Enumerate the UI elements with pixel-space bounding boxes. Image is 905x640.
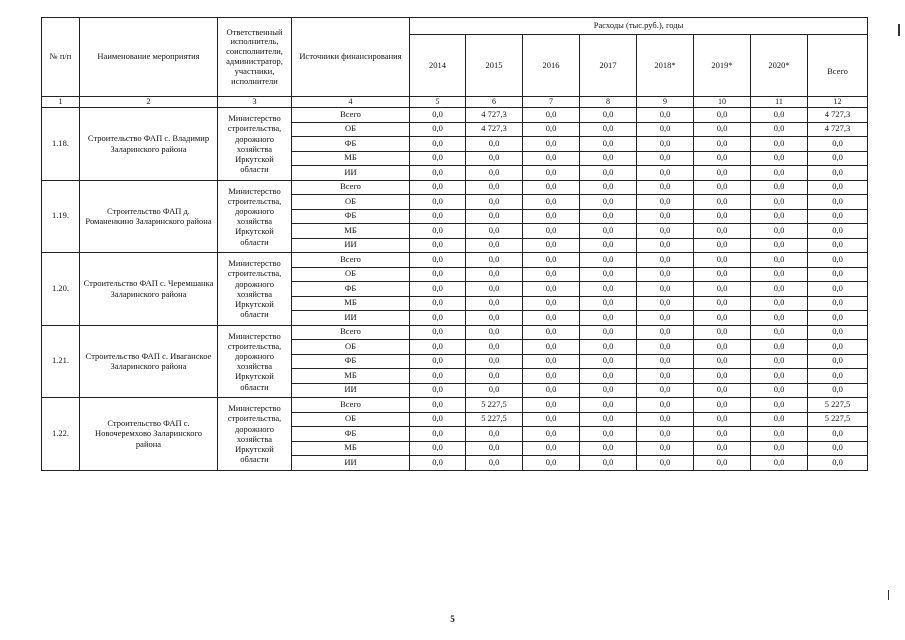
expense-cell: 0,0 bbox=[523, 282, 580, 297]
expense-cell: 0,0 bbox=[580, 383, 637, 398]
column-number: 6 bbox=[466, 97, 523, 108]
expense-cell: 0,0 bbox=[580, 369, 637, 384]
header-funding-source: Источники финансирования bbox=[292, 18, 410, 97]
header-expenses: Расходы (тыс.руб.), годы bbox=[410, 18, 868, 35]
column-number: 4 bbox=[292, 97, 410, 108]
funding-source: ИИ bbox=[292, 238, 410, 253]
column-number: 9 bbox=[637, 97, 694, 108]
header-year: 2017 bbox=[580, 35, 637, 97]
expense-cell: 0,0 bbox=[580, 108, 637, 123]
expense-cell: 0,0 bbox=[694, 340, 751, 355]
funding-source: ФБ bbox=[292, 282, 410, 297]
expense-cell: 0,0 bbox=[580, 180, 637, 195]
expense-cell: 0,0 bbox=[694, 282, 751, 297]
expense-cell: 0,0 bbox=[410, 311, 466, 326]
expense-cell: 0,0 bbox=[580, 122, 637, 137]
table-row bbox=[42, 398, 868, 413]
expense-cell: 0,0 bbox=[637, 412, 694, 427]
expense-cell: 0,0 bbox=[523, 195, 580, 210]
expense-cell: 0,0 bbox=[580, 151, 637, 166]
expense-cell: 0,0 bbox=[410, 456, 466, 471]
expense-cell: 0,0 bbox=[637, 427, 694, 442]
expense-cell: 0,0 bbox=[694, 456, 751, 471]
funding-source: МБ bbox=[292, 296, 410, 311]
funding-source: ИИ bbox=[292, 311, 410, 326]
expense-cell: 0,0 bbox=[580, 325, 637, 340]
expense-cell: 0,0 bbox=[694, 238, 751, 253]
expense-cell: 5 227,5 bbox=[466, 412, 523, 427]
expense-cell: 0,0 bbox=[751, 108, 808, 123]
column-number: 1 bbox=[42, 97, 80, 108]
expense-cell: 0,0 bbox=[637, 456, 694, 471]
expense-cell: 0,0 bbox=[751, 137, 808, 152]
expense-cell: 0,0 bbox=[637, 311, 694, 326]
expense-cell: 0,0 bbox=[637, 122, 694, 137]
column-number: 12 bbox=[808, 97, 868, 108]
expense-cell: 0,0 bbox=[523, 427, 580, 442]
expense-cell: 0,0 bbox=[410, 224, 466, 239]
expense-cell: 0,0 bbox=[523, 180, 580, 195]
expense-cell: 0,0 bbox=[523, 209, 580, 224]
expense-cell: 0,0 bbox=[751, 398, 808, 413]
header-total: Всего bbox=[808, 35, 868, 97]
expense-cell: 0,0 bbox=[466, 195, 523, 210]
expense-cell: 0,0 bbox=[523, 224, 580, 239]
expense-cell: 0,0 bbox=[694, 108, 751, 123]
expense-cell: 0,0 bbox=[694, 253, 751, 268]
funding-source: МБ bbox=[292, 151, 410, 166]
expense-cell: 0,0 bbox=[751, 151, 808, 166]
table-row bbox=[42, 180, 868, 195]
expense-cell: 0,0 bbox=[637, 166, 694, 181]
total-cell: 0,0 bbox=[808, 238, 868, 253]
expense-cell: 0,0 bbox=[466, 311, 523, 326]
total-cell: 0,0 bbox=[808, 369, 868, 384]
funding-source: ОБ bbox=[292, 122, 410, 137]
expense-cell: 0,0 bbox=[410, 354, 466, 369]
expense-cell: 0,0 bbox=[580, 311, 637, 326]
activity-number: 1.19. bbox=[42, 180, 80, 253]
total-cell: 0,0 bbox=[808, 296, 868, 311]
total-cell: 0,0 bbox=[808, 383, 868, 398]
funding-source: ФБ bbox=[292, 427, 410, 442]
expense-cell: 0,0 bbox=[580, 209, 637, 224]
expense-cell: 0,0 bbox=[580, 340, 637, 355]
expense-cell: 0,0 bbox=[751, 296, 808, 311]
total-cell: 0,0 bbox=[808, 441, 868, 456]
header-number: № п/п bbox=[42, 18, 80, 97]
header-year: 2015 bbox=[466, 35, 523, 97]
expense-cell: 0,0 bbox=[466, 340, 523, 355]
expense-cell: 0,0 bbox=[637, 180, 694, 195]
header-activity-name: Наименование мероприятия bbox=[80, 18, 218, 97]
funding-source: Всего bbox=[292, 325, 410, 340]
expense-cell: 0,0 bbox=[410, 267, 466, 282]
expense-cell: 0,0 bbox=[523, 108, 580, 123]
expense-cell: 0,0 bbox=[751, 311, 808, 326]
expense-cell: 0,0 bbox=[751, 180, 808, 195]
expense-cell: 0,0 bbox=[410, 180, 466, 195]
expense-cell: 0,0 bbox=[466, 456, 523, 471]
funding-source: ФБ bbox=[292, 209, 410, 224]
expense-cell: 0,0 bbox=[580, 224, 637, 239]
header-year: 2019* bbox=[694, 35, 751, 97]
total-cell: 0,0 bbox=[808, 456, 868, 471]
expense-cell: 0,0 bbox=[694, 166, 751, 181]
table-body bbox=[42, 108, 868, 471]
funding-source: МБ bbox=[292, 369, 410, 384]
expense-cell: 0,0 bbox=[637, 441, 694, 456]
total-cell: 5 227,5 bbox=[808, 412, 868, 427]
expense-cell: 0,0 bbox=[751, 282, 808, 297]
total-cell: 4 727,3 bbox=[808, 108, 868, 123]
expense-cell: 0,0 bbox=[410, 296, 466, 311]
expense-cell: 0,0 bbox=[637, 325, 694, 340]
expense-cell: 0,0 bbox=[751, 122, 808, 137]
expense-cell: 0,0 bbox=[580, 267, 637, 282]
expense-cell: 0,0 bbox=[580, 238, 637, 253]
expense-cell: 0,0 bbox=[410, 325, 466, 340]
expense-cell: 0,0 bbox=[637, 340, 694, 355]
expense-cell: 0,0 bbox=[580, 282, 637, 297]
expense-cell: 0,0 bbox=[410, 441, 466, 456]
expense-cell: 0,0 bbox=[523, 166, 580, 181]
expense-cell: 0,0 bbox=[637, 151, 694, 166]
header-year: 2016 bbox=[523, 35, 580, 97]
expense-cell: 0,0 bbox=[694, 267, 751, 282]
expense-cell: 0,0 bbox=[466, 166, 523, 181]
total-cell: 0,0 bbox=[808, 195, 868, 210]
expense-cell: 0,0 bbox=[637, 267, 694, 282]
total-cell: 0,0 bbox=[808, 166, 868, 181]
expense-cell: 0,0 bbox=[694, 398, 751, 413]
expense-cell: 0,0 bbox=[637, 195, 694, 210]
expense-cell: 0,0 bbox=[410, 383, 466, 398]
expense-cell: 0,0 bbox=[523, 325, 580, 340]
expense-cell: 0,0 bbox=[580, 441, 637, 456]
expense-cell: 0,0 bbox=[466, 209, 523, 224]
expense-cell: 0,0 bbox=[580, 195, 637, 210]
column-number: 2 bbox=[80, 97, 218, 108]
expense-cell: 0,0 bbox=[523, 137, 580, 152]
column-number: 11 bbox=[751, 97, 808, 108]
expense-cell: 0,0 bbox=[410, 195, 466, 210]
expense-cell: 0,0 bbox=[637, 383, 694, 398]
total-cell: 0,0 bbox=[808, 253, 868, 268]
activity-number: 1.22. bbox=[42, 398, 80, 471]
expense-cell: 0,0 bbox=[694, 151, 751, 166]
expense-cell: 0,0 bbox=[751, 166, 808, 181]
expense-cell: 0,0 bbox=[637, 238, 694, 253]
expense-cell: 0,0 bbox=[694, 122, 751, 137]
expense-cell: 0,0 bbox=[410, 238, 466, 253]
expense-cell: 0,0 bbox=[523, 340, 580, 355]
expense-cell: 0,0 bbox=[523, 151, 580, 166]
total-cell: 0,0 bbox=[808, 325, 868, 340]
expense-cell: 0,0 bbox=[694, 311, 751, 326]
expense-cell: 0,0 bbox=[466, 253, 523, 268]
expense-cell: 0,0 bbox=[694, 369, 751, 384]
expense-cell: 0,0 bbox=[466, 427, 523, 442]
expense-cell: 0,0 bbox=[751, 412, 808, 427]
column-number: 5 bbox=[410, 97, 466, 108]
funding-source: ФБ bbox=[292, 137, 410, 152]
expense-cell: 0,0 bbox=[751, 456, 808, 471]
expense-cell: 4 727,3 bbox=[466, 122, 523, 137]
expense-cell: 0,0 bbox=[751, 253, 808, 268]
total-cell: 0,0 bbox=[808, 267, 868, 282]
expense-cell: 0,0 bbox=[466, 137, 523, 152]
funding-source: ИИ bbox=[292, 166, 410, 181]
funding-source: Всего bbox=[292, 108, 410, 123]
expense-cell: 0,0 bbox=[751, 238, 808, 253]
expense-cell: 0,0 bbox=[637, 354, 694, 369]
expense-cell: 0,0 bbox=[694, 354, 751, 369]
column-number-row bbox=[42, 97, 868, 108]
expense-cell: 0,0 bbox=[694, 180, 751, 195]
expense-cell: 0,0 bbox=[751, 354, 808, 369]
funding-source: ОБ bbox=[292, 267, 410, 282]
total-cell: 0,0 bbox=[808, 151, 868, 166]
expense-cell: 0,0 bbox=[751, 441, 808, 456]
activity-number: 1.20. bbox=[42, 253, 80, 326]
funding-source: ОБ bbox=[292, 340, 410, 355]
table-row bbox=[42, 325, 868, 340]
total-cell: 0,0 bbox=[808, 137, 868, 152]
expense-cell: 0,0 bbox=[523, 456, 580, 471]
responsible-executor: Министерство строительства, дорожного хозяйства Иркутской области bbox=[218, 108, 292, 181]
expense-cell: 0,0 bbox=[410, 253, 466, 268]
activity-name: Строительство ФАП с. Новочеремхово Заларинского района bbox=[80, 398, 218, 471]
expense-cell: 0,0 bbox=[523, 253, 580, 268]
expense-cell: 0,0 bbox=[580, 137, 637, 152]
expense-cell: 0,0 bbox=[580, 398, 637, 413]
expense-cell: 0,0 bbox=[694, 383, 751, 398]
header-responsible: Ответственный исполнитель, соисполнители, администратор, участники, исполнители bbox=[218, 18, 292, 97]
expense-cell: 0,0 bbox=[410, 340, 466, 355]
expense-cell: 0,0 bbox=[523, 369, 580, 384]
responsible-executor: Министерство строительства, дорожного хозяйства Иркутской области bbox=[218, 180, 292, 253]
expense-cell: 0,0 bbox=[410, 137, 466, 152]
expense-cell: 0,0 bbox=[410, 427, 466, 442]
expense-cell: 0,0 bbox=[523, 412, 580, 427]
funding-source: ОБ bbox=[292, 412, 410, 427]
funding-source: Всего bbox=[292, 398, 410, 413]
responsible-executor: Министерство строительства, дорожного хозяйства Иркутской области bbox=[218, 325, 292, 398]
expense-cell: 0,0 bbox=[523, 238, 580, 253]
expense-cell: 0,0 bbox=[523, 311, 580, 326]
total-cell: 0,0 bbox=[808, 427, 868, 442]
expense-cell: 0,0 bbox=[410, 151, 466, 166]
header-year: 2020* bbox=[751, 35, 808, 97]
expense-cell: 0,0 bbox=[523, 122, 580, 137]
expense-cell: 0,0 bbox=[523, 354, 580, 369]
expense-cell: 0,0 bbox=[410, 412, 466, 427]
expense-cell: 0,0 bbox=[466, 151, 523, 166]
funding-source: ИИ bbox=[292, 456, 410, 471]
expense-cell: 0,0 bbox=[580, 456, 637, 471]
funding-source: МБ bbox=[292, 441, 410, 456]
total-cell: 0,0 bbox=[808, 311, 868, 326]
expense-cell: 0,0 bbox=[751, 427, 808, 442]
activity-name: Строительство ФАП с. Владимир Заларинского района bbox=[80, 108, 218, 181]
expense-cell: 0,0 bbox=[580, 296, 637, 311]
header-year: 2018* bbox=[637, 35, 694, 97]
expense-cell: 0,0 bbox=[410, 166, 466, 181]
expense-cell: 0,0 bbox=[694, 195, 751, 210]
expense-cell: 0,0 bbox=[523, 441, 580, 456]
expense-cell: 0,0 bbox=[637, 137, 694, 152]
expense-cell: 0,0 bbox=[410, 282, 466, 297]
expense-cell: 0,0 bbox=[751, 369, 808, 384]
expense-cell: 0,0 bbox=[751, 209, 808, 224]
expense-cell: 0,0 bbox=[694, 427, 751, 442]
funding-source: ИИ bbox=[292, 383, 410, 398]
expense-cell: 0,0 bbox=[637, 209, 694, 224]
column-number: 10 bbox=[694, 97, 751, 108]
expense-cell: 0,0 bbox=[637, 224, 694, 239]
expense-cell: 0,0 bbox=[751, 195, 808, 210]
expense-cell: 0,0 bbox=[410, 122, 466, 137]
expense-cell: 0,0 bbox=[410, 369, 466, 384]
budget-table bbox=[41, 17, 868, 471]
expense-cell: 0,0 bbox=[466, 383, 523, 398]
activity-name: Строительство ФАП с. Иваганское Заларинского района bbox=[80, 325, 218, 398]
expense-cell: 0,0 bbox=[694, 296, 751, 311]
funding-source: Всего bbox=[292, 180, 410, 195]
total-cell: 0,0 bbox=[808, 354, 868, 369]
expense-cell: 0,0 bbox=[580, 166, 637, 181]
expense-cell: 5 227,5 bbox=[466, 398, 523, 413]
expense-cell: 0,0 bbox=[466, 224, 523, 239]
funding-source: ФБ bbox=[292, 354, 410, 369]
expense-cell: 0,0 bbox=[466, 267, 523, 282]
table-header bbox=[42, 18, 868, 108]
header-year: 2014 bbox=[410, 35, 466, 97]
expense-cell: 0,0 bbox=[523, 267, 580, 282]
column-number: 3 bbox=[218, 97, 292, 108]
activity-name: Строительство ФАП д. Романенкино Заларинского района bbox=[80, 180, 218, 253]
expense-cell: 0,0 bbox=[466, 325, 523, 340]
scan-edge-mark bbox=[888, 590, 889, 600]
expense-cell: 4 727,3 bbox=[466, 108, 523, 123]
expense-cell: 0,0 bbox=[523, 383, 580, 398]
expense-cell: 0,0 bbox=[637, 282, 694, 297]
expense-cell: 0,0 bbox=[637, 398, 694, 413]
total-cell: 0,0 bbox=[808, 180, 868, 195]
expense-cell: 0,0 bbox=[466, 441, 523, 456]
expense-cell: 0,0 bbox=[694, 209, 751, 224]
expense-cell: 0,0 bbox=[694, 412, 751, 427]
expense-cell: 0,0 bbox=[580, 253, 637, 268]
column-number: 8 bbox=[580, 97, 637, 108]
expense-cell: 0,0 bbox=[751, 224, 808, 239]
expense-cell: 0,0 bbox=[410, 209, 466, 224]
total-cell: 0,0 bbox=[808, 209, 868, 224]
table-row bbox=[42, 108, 868, 123]
expense-cell: 0,0 bbox=[466, 296, 523, 311]
responsible-executor: Министерство строительства, дорожного хозяйства Иркутской области bbox=[218, 253, 292, 326]
expense-cell: 0,0 bbox=[523, 398, 580, 413]
expense-cell: 0,0 bbox=[466, 180, 523, 195]
expense-cell: 0,0 bbox=[694, 137, 751, 152]
expense-cell: 0,0 bbox=[751, 383, 808, 398]
responsible-executor: Министерство строительства, дорожного хозяйства Иркутской области bbox=[218, 398, 292, 471]
expense-cell: 0,0 bbox=[466, 238, 523, 253]
expense-cell: 0,0 bbox=[466, 354, 523, 369]
expense-cell: 0,0 bbox=[694, 224, 751, 239]
total-cell: 5 227,5 bbox=[808, 398, 868, 413]
expense-cell: 0,0 bbox=[466, 369, 523, 384]
total-cell: 0,0 bbox=[808, 340, 868, 355]
expense-cell: 0,0 bbox=[637, 369, 694, 384]
expense-cell: 0,0 bbox=[694, 325, 751, 340]
expense-cell: 0,0 bbox=[580, 354, 637, 369]
expense-cell: 0,0 bbox=[523, 296, 580, 311]
total-cell: 0,0 bbox=[808, 224, 868, 239]
total-cell: 0,0 bbox=[808, 282, 868, 297]
expense-cell: 0,0 bbox=[637, 108, 694, 123]
expense-cell: 0,0 bbox=[580, 412, 637, 427]
funding-source: МБ bbox=[292, 224, 410, 239]
expense-cell: 0,0 bbox=[751, 325, 808, 340]
table-row bbox=[42, 253, 868, 268]
expense-cell: 0,0 bbox=[751, 267, 808, 282]
total-cell: 4 727,3 bbox=[808, 122, 868, 137]
activity-name: Строительство ФАП с. Черемшанка Заларинского района bbox=[80, 253, 218, 326]
expense-cell: 0,0 bbox=[637, 296, 694, 311]
activity-number: 1.21. bbox=[42, 325, 80, 398]
activity-number: 1.18. bbox=[42, 108, 80, 181]
expense-cell: 0,0 bbox=[466, 282, 523, 297]
expense-cell: 0,0 bbox=[410, 108, 466, 123]
expense-cell: 0,0 bbox=[694, 441, 751, 456]
expense-cell: 0,0 bbox=[637, 253, 694, 268]
page-number: 5 bbox=[450, 614, 455, 624]
expense-cell: 0,0 bbox=[410, 398, 466, 413]
column-number: 7 bbox=[523, 97, 580, 108]
expense-cell: 0,0 bbox=[580, 427, 637, 442]
expense-cell: 0,0 bbox=[751, 340, 808, 355]
scan-edge-mark bbox=[898, 24, 900, 36]
funding-source: ОБ bbox=[292, 195, 410, 210]
funding-source: Всего bbox=[292, 253, 410, 268]
